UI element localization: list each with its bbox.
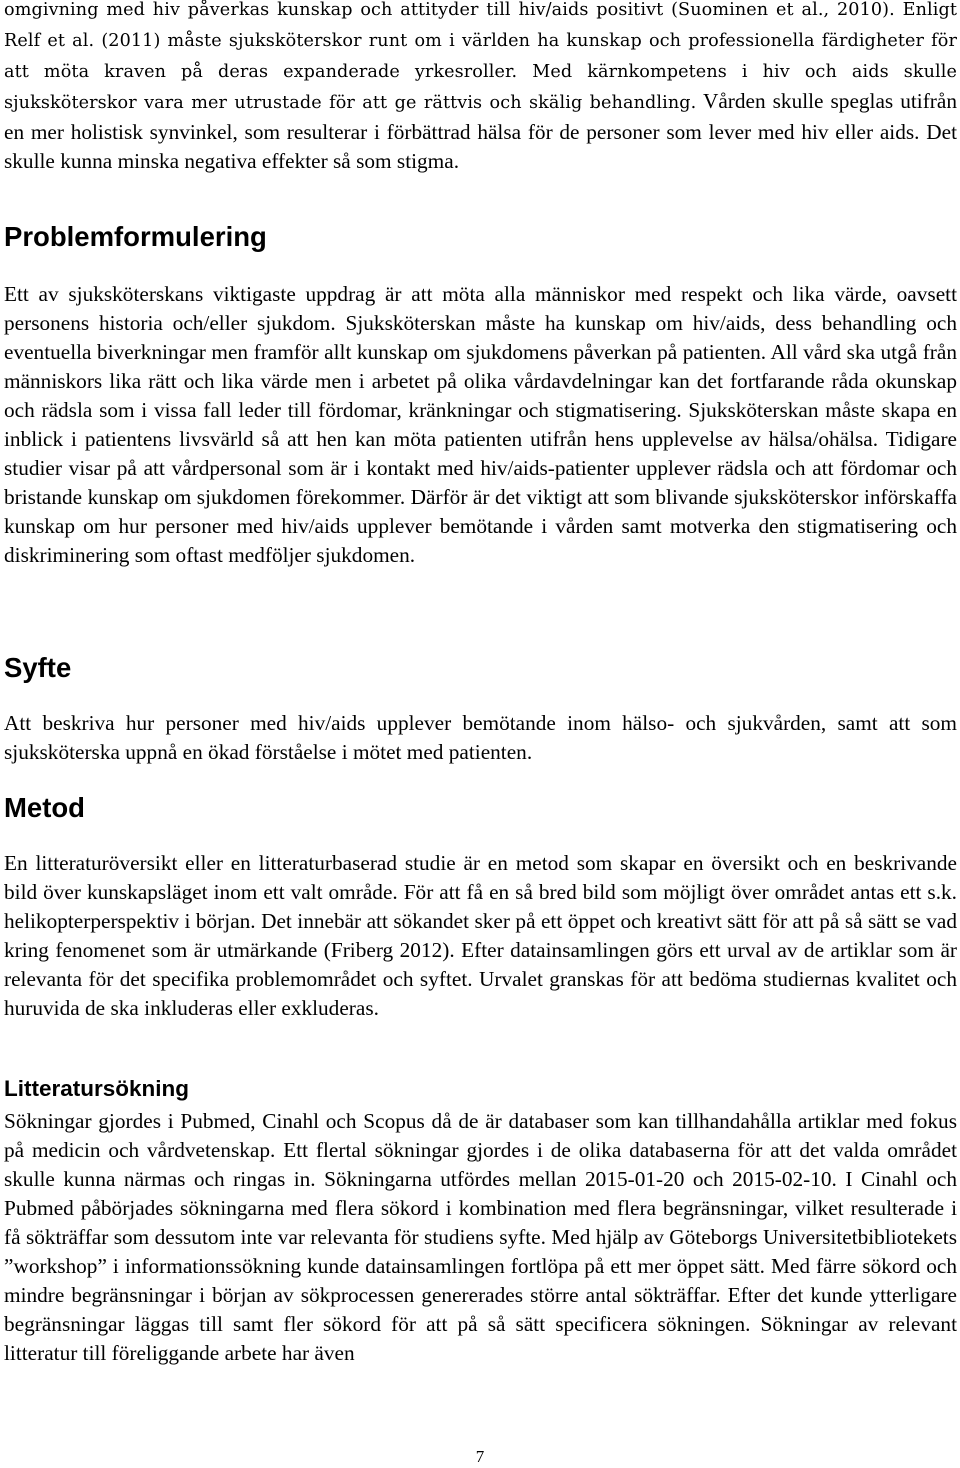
paragraph-metod: En litteraturöversikt eller en litteraturbaserad studie är en metod som skapar en översikt och en beskrivande bild över kunskapsläget inom ett valt område. För att få en så bred bild som möjligt över området antas ett s.k. helikopterperspektiv i början. Det innebär att sökandet sker på ett öppet och kreativt sätt för att på så sätt se vad kring fenomenet som är utmärkande (Friberg 2012). Efter datainsamlingen görs ett urval av de artiklar som är relevanta för det specifika problemområdet och syftet. Urvalet granskas för att bedöma studiernas kvalitet och huruvida de ska inkluderas eller exkluderas.	[4, 851, 957, 1020]
intro-paragraph-part1: omgivning med hiv påverkas kunskap och attityder till hiv/aids positivt (Suominen et al., 2010). Enligt Relf et al. (2011) måste sjuksköterskor runt om i världen ha kunskap och professionella färdigheter för att möta kraven på deras expanderade yrkesroller. Med kärnkompetens i hiv och aids skulle sjuksköterskor vara mer utrustade för att ge rättvis och skälig behandling.	[4, 0, 957, 113]
paragraph-syfte: Att beskriva hur personer med hiv/aids upplever bemötande inom hälso- och sjukvården, samt att som sjuksköterska uppnå en ökad förståelse i mötet med patienten.	[4, 711, 957, 764]
heading-problemformulering: Problemformulering	[4, 221, 267, 252]
heading-syfte: Syfte	[4, 652, 72, 683]
paragraph-problemformulering: Ett av sjuksköterskans viktigaste uppdrag är att möta alla människor med respekt och lika värde, oavsett personens historia och/eller sjukdom. Sjuksköterskan måste ha kunskap om hiv/aids, dess behandling och eventuella biverkningar men framför allt kunskap om sjukdomens påverkan på patienten. All vård ska utgå från människors lika rätt och lika värde men i arbetet på olika vårdavdelningar kan det fortfarande råda okunskap och rädsla som i vissa fall leder till fördomar, kränkningar och stigmatisering. Sjuksköterskan måste skapa en inblick i patientens livsvärld så att hen kan möta patienten utifrån hens upplevelse av hälsa/ohälsa. Tidigare studier visar på att vårdpersonal som är i kontakt med hiv/aids-patienter upplever rädsla och att fördomar och bristande kunskap om sjukdomen förekommer. Därför är det viktigt att som blivande sjuksköterskor införskaffa kunskap om hur personer med hiv/aids upplever bemötande i vården samt motverka den stigmatisering och diskriminering som oftast medföljer sjukdomen.	[4, 282, 957, 567]
heading-metod: Metod	[4, 792, 85, 823]
heading-litteratursokning: Litteratursökning	[4, 1076, 190, 1101]
page-number: 7	[475, 1447, 485, 1466]
paragraph-litteratursokning: Sökningar gjordes i Pubmed, Cinahl och Scopus då de är databaser som kan tillhandahålla artiklar med fokus på medicin och vårdvetenskap. Ett flertal sökningar gjordes i de olika databaserna för att det valda området skulle kunna närmas och ringas in. Sökningarna utfördes mellan 2015-01-20 och 2015-02-10. I Cinahl och Pubmed påbörjades sökningarna med flera sökord i kombination med flera begränsningar, vilket resulterade i få sökträffar som dessutom inte var relevanta för studiens syfte. Med hjälp av Göteborgs Universitetbibliotekets ”workshop” i informationssökning kunde datainsamlingen fortlöpa på ett mer öppet sätt. Med färre sökord och mindre begränsningar i början av sökprocessen genererades större antal sökträffar. Efter det kunde ytterligare begränsningar läggas till samt fler sökord för att på så sätt specificera sökningen. Sökningar av relevant litteratur till föreliggande arbete har även	[4, 1109, 957, 1365]
intro-paragraph	[4, 0, 957, 176]
intro-paragraph-part2: Vården skulle speglas utifrån en mer holistisk synvinkel, som resulterar i förbättrad hälsa för de personer som lever med hiv eller aids. Det skulle kunna minska negativa effekter så som stigma.	[4, 89, 957, 173]
